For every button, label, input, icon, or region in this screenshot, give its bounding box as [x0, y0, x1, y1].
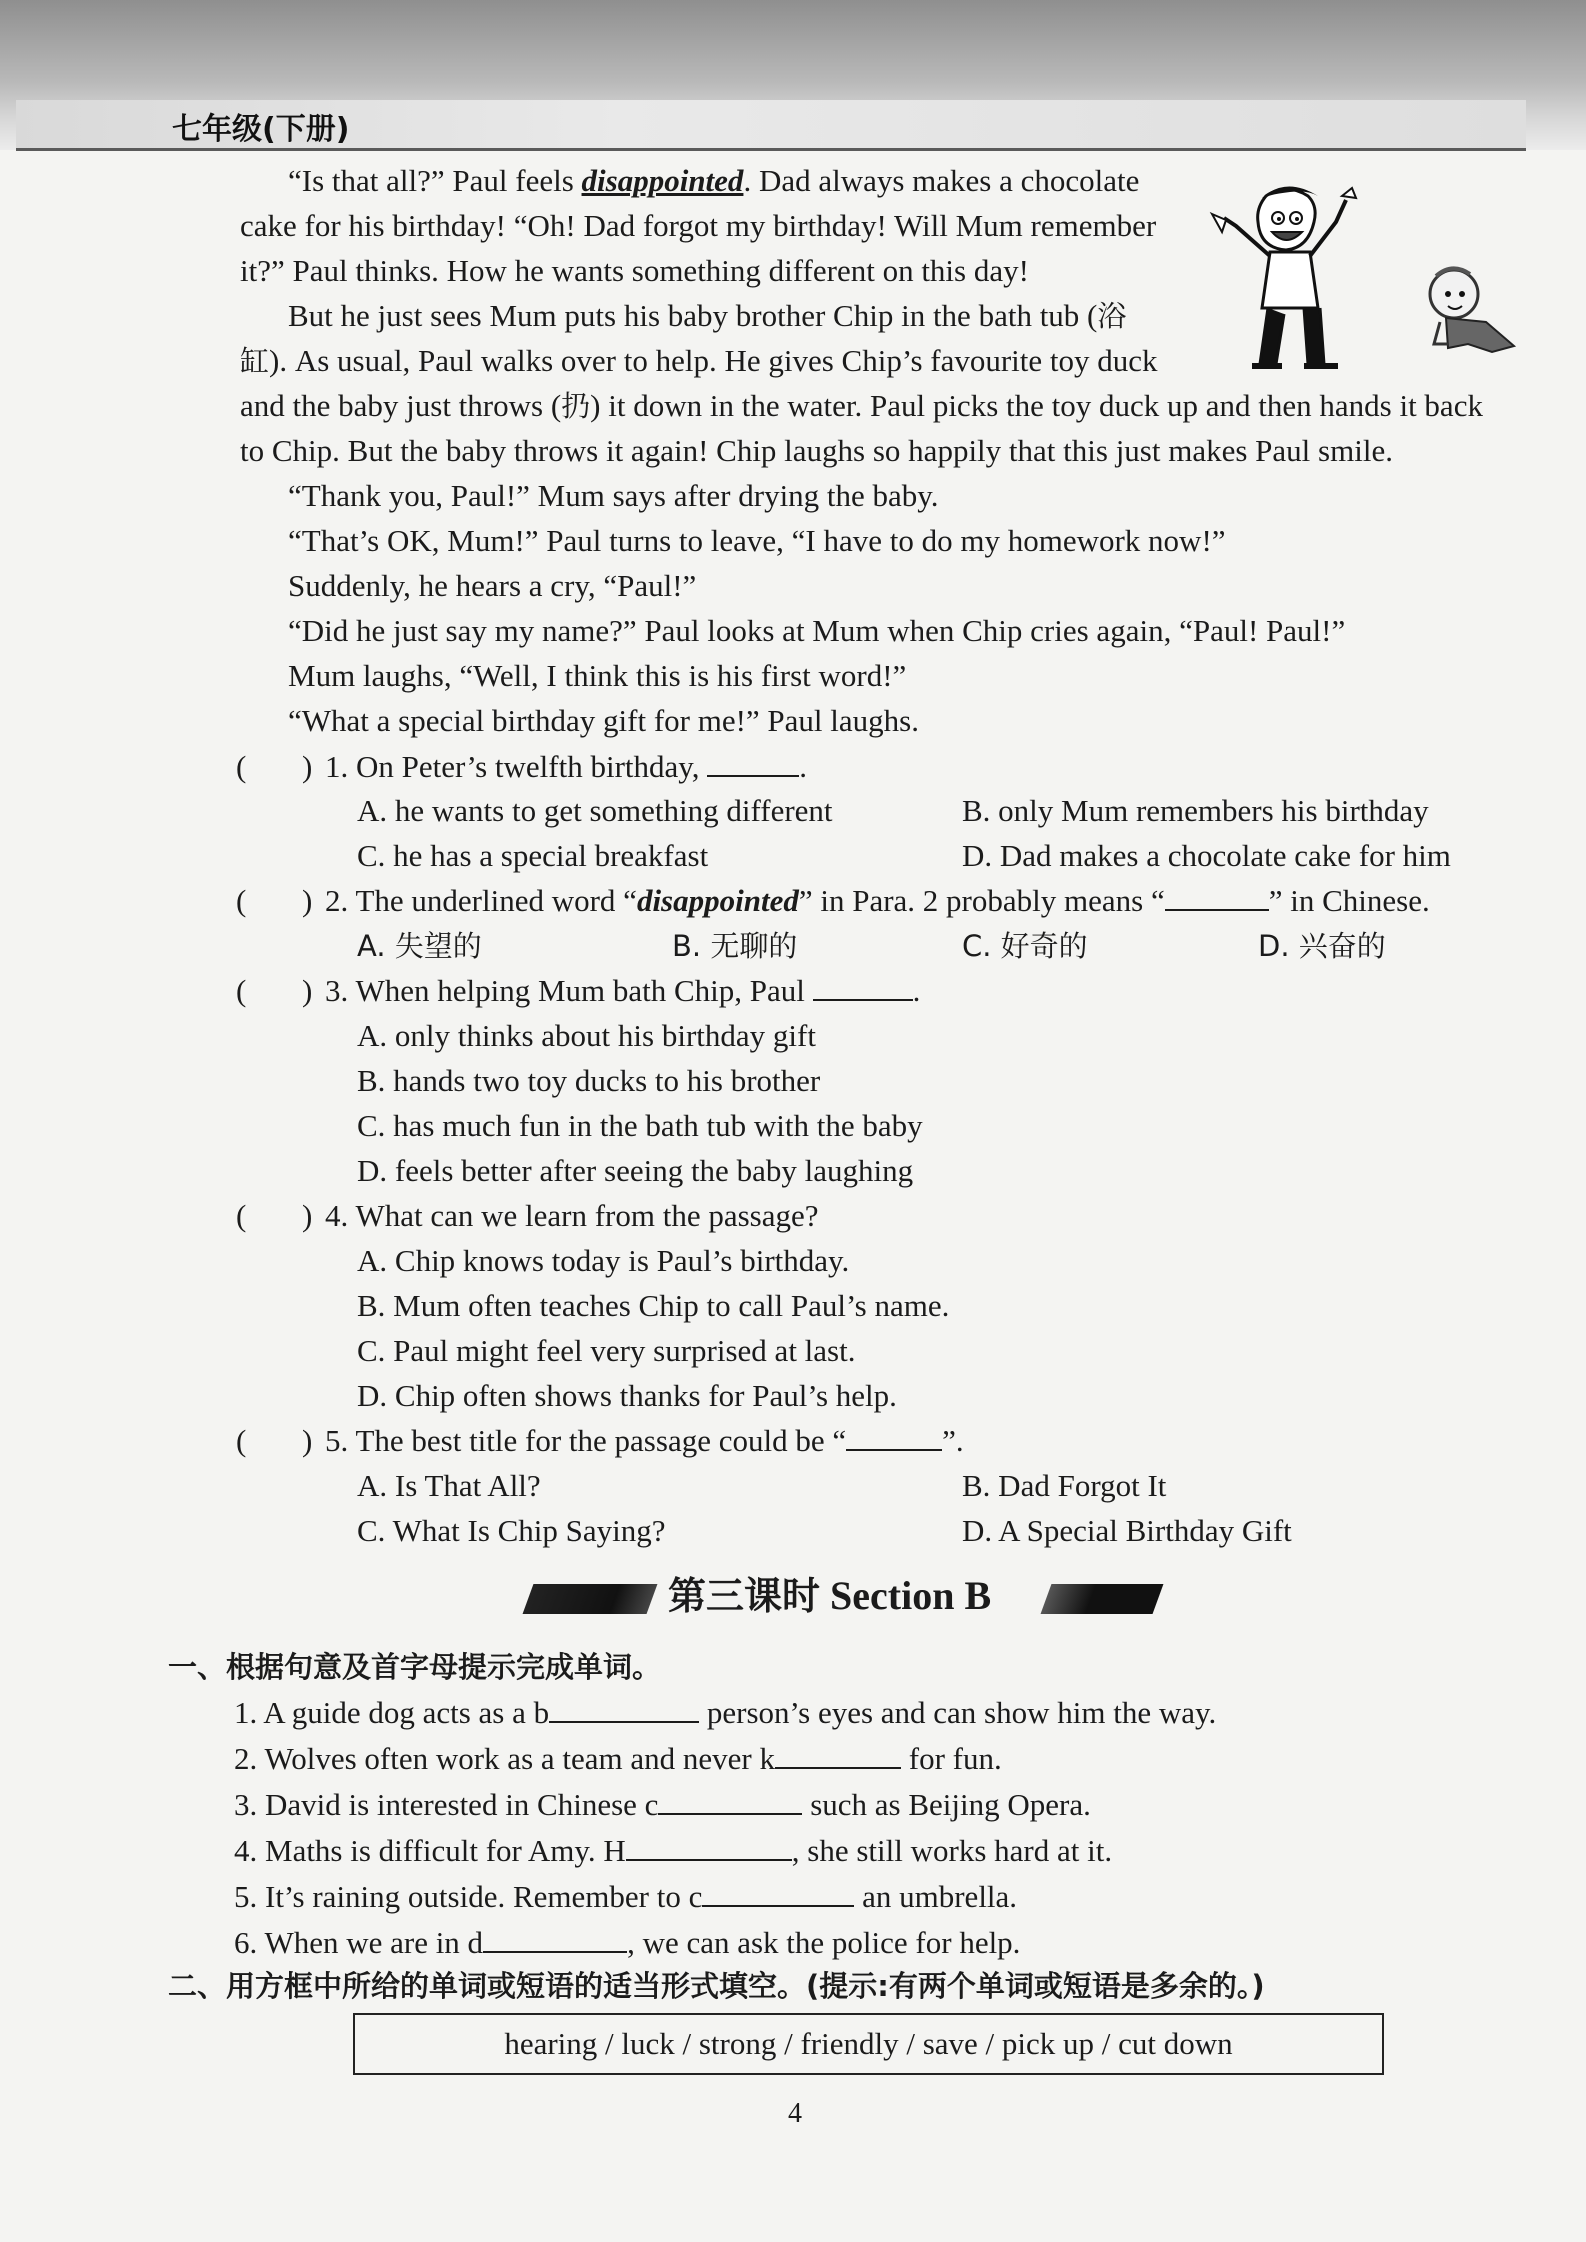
item-text: for fun.	[901, 1741, 1002, 1776]
passage-line	[288, 656, 906, 696]
answer-paren-open: (	[236, 1423, 247, 1458]
answer-paren-open: (	[236, 749, 247, 784]
option-d[interactable]: D. Dad makes a chocolate cake for him	[962, 838, 1451, 873]
section-title	[668, 1572, 991, 1620]
answer-blank[interactable]	[702, 1879, 854, 1907]
answer-paren-close: )	[302, 973, 313, 1008]
answer-blank[interactable]	[707, 749, 799, 777]
passage-line	[288, 701, 919, 741]
item-text: 3. David is interested in Chinese c	[234, 1787, 659, 1822]
answer-blank[interactable]	[775, 1741, 901, 1769]
passage-text: Suddenly, he hears a cry, “Paul!”	[288, 568, 697, 603]
baby-illustration	[1410, 262, 1520, 362]
section-bar-left	[523, 1584, 658, 1614]
fill-in-item	[234, 1877, 1017, 1917]
answer-blank[interactable]	[813, 973, 913, 1001]
fill-in-item	[234, 1693, 1216, 1733]
passage-text: “Is that all?” Paul feels	[288, 163, 582, 198]
passage-text: But he just sees Mum puts his baby brother Chip in the bath tub (	[288, 298, 1098, 333]
fill-in-item	[234, 1923, 1020, 1963]
item-text: , we can ask the police for help.	[627, 1925, 1021, 1960]
section-title-zh: 第三课时	[668, 1574, 821, 1618]
passage-line	[288, 161, 1139, 201]
answer-paren-open: (	[236, 973, 247, 1008]
option-d[interactable]: D. 兴奋的	[1258, 929, 1386, 963]
answer-paren-close: )	[302, 1198, 313, 1233]
option-a[interactable]: A. only thinks about his birthday gift	[357, 1018, 816, 1053]
item-text: an umbrella.	[854, 1879, 1018, 1914]
passage-line	[240, 341, 1158, 381]
option-b[interactable]: B. Dad Forgot It	[962, 1468, 1167, 1503]
question-end: .	[799, 749, 808, 784]
passage-line	[240, 431, 1393, 471]
part1-heading: 一、根据句意及首字母提示完成单词。	[168, 1650, 662, 1684]
option-a[interactable]: A. Chip knows today is Paul’s birthday.	[357, 1243, 850, 1278]
passage-text: to Chip. But the baby throws it again! Chip laughs so happily that this just makes Paul smile.	[240, 433, 1393, 468]
option-d[interactable]: D. feels better after seeing the baby laughing	[357, 1153, 914, 1188]
item-text: 2. Wolves often work as a team and never k	[234, 1741, 775, 1776]
passage-line	[240, 206, 1156, 246]
passage-line	[288, 611, 1345, 651]
answer-blank[interactable]	[658, 1787, 802, 1815]
passage-text: . Dad always makes a chocolate	[743, 163, 1140, 198]
section-bar-right	[1041, 1584, 1164, 1614]
passage-line	[288, 476, 939, 516]
passage-line	[240, 251, 1029, 291]
option-a[interactable]: A. he wants to get something different	[357, 793, 833, 828]
option-c[interactable]: C. Paul might feel very surprised at last.	[357, 1333, 856, 1368]
item-text: 1. A guide dog acts as a b	[234, 1695, 550, 1730]
answer-paren-open: (	[236, 883, 247, 918]
passage-text: and the baby just throws (	[240, 388, 562, 423]
fill-in-item	[234, 1739, 1002, 1779]
option-a[interactable]: A. Is That All?	[357, 1468, 541, 1503]
option-a[interactable]: A. 失望的	[357, 929, 482, 963]
question-3	[325, 971, 920, 1011]
answer-blank[interactable]	[1165, 883, 1269, 911]
question-stem: 1. On Peter’s twelfth birthday,	[325, 749, 700, 784]
option-c[interactable]: C. 好奇的	[962, 929, 1088, 963]
option-b[interactable]: B. hands two toy ducks to his brother	[357, 1063, 821, 1098]
passage-line	[288, 521, 1226, 561]
item-text: , she still works hard at it.	[791, 1833, 1113, 1868]
question-4: 4. What can we learn from the passage?	[325, 1198, 819, 1233]
passage-text: Mum laughs, “Well, I think this is his first word!”	[288, 658, 907, 693]
option-b[interactable]: B. only Mum remembers his birthday	[962, 793, 1429, 828]
passage-text: 扔	[561, 389, 591, 423]
answer-blank[interactable]	[483, 1925, 627, 1953]
item-text: 6. When we are in d	[234, 1925, 484, 1960]
passage-text: ) it down in the water. Paul picks the toy duck up and then hands it back	[590, 388, 1483, 423]
option-c[interactable]: C. What Is Chip Saying?	[357, 1513, 666, 1548]
passage-line	[288, 566, 696, 606]
question-2	[325, 881, 1430, 921]
item-text: 5. It’s raining outside. Remember to c	[234, 1879, 703, 1914]
item-text: 4. Maths is difficult for Amy. H	[234, 1833, 626, 1868]
question-end: .	[912, 973, 921, 1008]
answer-paren-close: )	[302, 883, 313, 918]
passage-text: ). As usual, Paul walks over to help. He gives Chip’s favourite toy duck	[269, 343, 1158, 378]
option-d[interactable]: D. Chip often shows thanks for Paul’s help.	[357, 1378, 897, 1413]
word-box: hearing / luck / strong / friendly / save / pick up / cut down	[353, 2013, 1384, 2075]
question-word: disappointed	[636, 883, 799, 918]
answer-paren-close: )	[302, 749, 313, 784]
passage-text: “Did he just say my name?” Paul looks at Mum when Chip cries again, “Paul! Paul!”	[288, 613, 1346, 648]
question-1	[325, 747, 807, 787]
grade-label: 七年级(下册)	[172, 112, 350, 147]
passage-text: it?” Paul thinks. How he wants something different on this day!	[240, 253, 1029, 288]
option-b[interactable]: B. Mum often teaches Chip to call Paul’s name.	[357, 1288, 950, 1323]
answer-paren-close: )	[302, 1423, 313, 1458]
fill-in-item	[234, 1831, 1112, 1871]
question-stem: 2. The underlined word “	[325, 883, 637, 918]
item-text: such as Beijing Opera.	[802, 1787, 1091, 1822]
part2-heading: 二、用方框中所给的单词或短语的适当形式填空。(提示:有两个单词或短语是多余的。)	[168, 1969, 1265, 2003]
section-title-en: Section B	[830, 1573, 992, 1618]
answer-blank[interactable]	[846, 1423, 942, 1451]
option-d[interactable]: D. A Special Birthday Gift	[962, 1513, 1292, 1548]
option-c[interactable]: C. has much fun in the bath tub with the baby	[357, 1108, 923, 1143]
question-5	[325, 1421, 964, 1461]
option-b[interactable]: B. 无聊的	[672, 929, 798, 963]
passage-text: 浴	[1097, 299, 1127, 333]
option-c[interactable]: C. he has a special breakfast	[357, 838, 709, 873]
answer-blank[interactable]	[549, 1695, 699, 1723]
boy-illustration	[1196, 176, 1366, 376]
passage-line	[240, 386, 1483, 426]
passage-text: disappointed	[581, 163, 744, 198]
passage-text: “That’s OK, Mum!” Paul turns to leave, “I have to do my homework now!”	[288, 523, 1226, 558]
question-stem: 5. The best title for the passage could be “	[325, 1423, 847, 1458]
item-text: person’s eyes and can show him the way.	[699, 1695, 1217, 1730]
passage-text: “Thank you, Paul!” Mum says after drying the baby.	[288, 478, 939, 513]
question-end: ”.	[942, 1423, 964, 1458]
answer-blank[interactable]	[626, 1833, 792, 1861]
passage-text: “What a special birthday gift for me!” Paul laughs.	[288, 703, 919, 738]
passage-text: cake for his birthday! “Oh! Dad forgot my birthday! Will Mum remember	[240, 208, 1157, 243]
passage-text: 缸	[240, 344, 270, 378]
question-stem: ” in Chinese.	[1268, 883, 1430, 918]
question-stem: 3. When helping Mum bath Chip, Paul	[325, 973, 805, 1008]
page-number: 4	[788, 2098, 802, 2129]
fill-in-item	[234, 1785, 1091, 1825]
passage-line	[288, 296, 1126, 336]
question-stem: ” in Para. 2 probably means “	[798, 883, 1165, 918]
answer-paren-open: (	[236, 1198, 247, 1233]
